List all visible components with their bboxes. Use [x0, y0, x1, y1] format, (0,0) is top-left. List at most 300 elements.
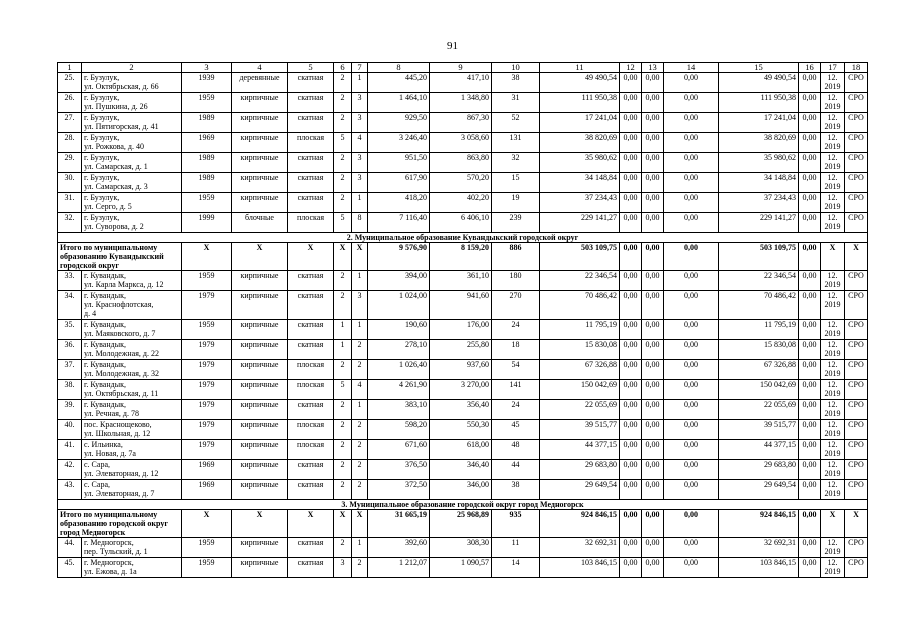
column-header: 2 [82, 63, 182, 73]
address-cell [82, 420, 182, 440]
cost-cell: 924 846,15 [540, 510, 620, 538]
address-cell [82, 173, 182, 193]
living-area-cell: 937,60 [430, 360, 492, 380]
deadline-month: 12. [827, 93, 838, 102]
total-cost-cell: 22 346,54 [719, 271, 799, 291]
wall-material-cell: кирпичные [232, 153, 288, 173]
address-cell [82, 193, 182, 213]
cost-cell: 39 515,77 [540, 420, 620, 440]
x-cell: X [182, 510, 232, 538]
total-area-cell: 671,60 [368, 440, 430, 460]
wall-material-cell: кирпичные [232, 440, 288, 460]
deadline-year: 2019 [824, 369, 841, 378]
zero-cell: 0,00 [664, 380, 719, 400]
entrances-cell: 8 [352, 213, 368, 233]
zero-cell: 0,00 [642, 480, 664, 500]
deadline-month: 12. [827, 480, 838, 489]
total-area-cell: 1 024,00 [368, 291, 430, 320]
deadline-cell [821, 271, 845, 291]
address-line-2: ул. Речная, д. 78 [84, 409, 139, 418]
year-cell: 1989 [182, 153, 232, 173]
wall-material-cell: кирпичные [232, 400, 288, 420]
page-number: 91 [447, 40, 458, 52]
year-cell: 1959 [182, 93, 232, 113]
source-cell: СРО [845, 271, 868, 291]
roof-type-cell: скатная [288, 291, 334, 320]
zero-cell: 0,00 [642, 173, 664, 193]
column-header: 11 [540, 63, 620, 73]
total-area-cell: 598,20 [368, 420, 430, 440]
total-cost-cell: 34 148,84 [719, 173, 799, 193]
cost-cell: 67 326,88 [540, 360, 620, 380]
year-cell: 1959 [182, 271, 232, 291]
year-cell: 1989 [182, 113, 232, 133]
cost-cell: 29 649,54 [540, 480, 620, 500]
source-cell: СРО [845, 380, 868, 400]
entrances-cell: 2 [352, 340, 368, 360]
roof-type-cell: скатная [288, 93, 334, 113]
deadline-month: 12. [827, 400, 838, 409]
address-cell [82, 320, 182, 340]
cost-cell: 11 795,19 [540, 320, 620, 340]
cost-cell: 17 241,04 [540, 113, 620, 133]
zero-cell: 0,00 [620, 243, 642, 271]
zero-cell: 0,00 [642, 420, 664, 440]
floors-cell: 5 [334, 380, 352, 400]
total-cost-cell: 39 515,77 [719, 420, 799, 440]
floors-cell: 2 [334, 193, 352, 213]
cost-cell: 32 692,31 [540, 538, 620, 558]
column-header: 15 [719, 63, 799, 73]
year-cell: 1979 [182, 380, 232, 400]
zero-cell: 0,00 [799, 360, 821, 380]
zero-cell: 0,00 [799, 153, 821, 173]
cost-cell: 503 109,75 [540, 243, 620, 271]
address-line-2: ул. Самарская, д. 3 [84, 182, 148, 191]
address-cell [82, 291, 182, 320]
address-line-2: пер. Тульский, д. 1 [84, 547, 148, 556]
zero-cell: 0,00 [620, 73, 642, 93]
table-row [58, 153, 868, 173]
column-header: 4 [232, 63, 288, 73]
year-cell: 1959 [182, 538, 232, 558]
zero-cell: 0,00 [642, 360, 664, 380]
total-area-cell: 929,50 [368, 113, 430, 133]
address-line-2: ул. Карла Маркса, д. 12 [84, 280, 164, 289]
zero-cell: 0,00 [620, 271, 642, 291]
column-header: 6 [334, 63, 352, 73]
row-number: 27. [58, 113, 82, 133]
x-cell: X [352, 510, 368, 538]
residents-cell: 15 [492, 173, 540, 193]
source-cell: СРО [845, 400, 868, 420]
zero-cell: 0,00 [799, 538, 821, 558]
zero-cell: 0,00 [642, 193, 664, 213]
x-cell: X [845, 243, 868, 271]
deadline-month: 12. [827, 173, 838, 182]
table-row [58, 73, 868, 93]
roof-type-cell: плоская [288, 380, 334, 400]
column-header: 18 [845, 63, 868, 73]
living-area-cell: 417,10 [430, 73, 492, 93]
zero-cell: 0,00 [664, 271, 719, 291]
row-number: 33. [58, 271, 82, 291]
roof-type-cell: плоская [288, 420, 334, 440]
address-cell [82, 271, 182, 291]
zero-cell: 0,00 [620, 320, 642, 340]
source-cell: СРО [845, 420, 868, 440]
address-line-1: г. Кувандык, [84, 291, 126, 300]
zero-cell: 0,00 [664, 213, 719, 233]
wall-material-cell: кирпичные [232, 538, 288, 558]
deadline-year: 2019 [824, 202, 841, 211]
deadline-month: 12. [827, 360, 838, 369]
residents-cell: 935 [492, 510, 540, 538]
deadline-year: 2019 [824, 142, 841, 151]
table-row [58, 538, 868, 558]
zero-cell: 0,00 [799, 320, 821, 340]
floors-cell: 5 [334, 133, 352, 153]
wall-material-cell: кирпичные [232, 133, 288, 153]
living-area-cell: 308,30 [430, 538, 492, 558]
address-cell [82, 213, 182, 233]
deadline-cell [821, 113, 845, 133]
living-area-cell: 176,00 [430, 320, 492, 340]
row-number: 44. [58, 538, 82, 558]
address-line-2: ул. Пятигорская, д. 41 [84, 122, 159, 131]
row-number: 26. [58, 93, 82, 113]
deadline-year: 2019 [824, 469, 841, 478]
column-header: 17 [821, 63, 845, 73]
living-area-cell: 1 348,80 [430, 93, 492, 113]
zero-cell: 0,00 [620, 400, 642, 420]
floors-cell: 2 [334, 73, 352, 93]
subtotal-label-line-3: городской округ [60, 261, 119, 270]
floors-cell: 1 [334, 320, 352, 340]
address-cell [82, 360, 182, 380]
wall-material-cell: кирпичные [232, 380, 288, 400]
deadline-month: 12. [827, 113, 838, 122]
floors-cell: 2 [334, 538, 352, 558]
zero-cell: 0,00 [664, 400, 719, 420]
address-line-1: г. Кувандык, [84, 320, 126, 329]
zero-cell: 0,00 [664, 243, 719, 271]
address-cell [82, 73, 182, 93]
x-cell: X [288, 243, 334, 271]
deadline-year: 2019 [824, 122, 841, 131]
entrances-cell: 3 [352, 153, 368, 173]
row-number: 45. [58, 558, 82, 578]
zero-cell: 0,00 [642, 133, 664, 153]
address-cell [82, 558, 182, 578]
total-area-cell: 394,00 [368, 271, 430, 291]
address-line-1: с. Ильинка, [84, 440, 123, 449]
deadline-cell [821, 400, 845, 420]
roof-type-cell: плоская [288, 360, 334, 380]
zero-cell: 0,00 [620, 213, 642, 233]
total-area-cell: 418,20 [368, 193, 430, 213]
header-row [58, 63, 868, 73]
cost-cell: 29 683,80 [540, 460, 620, 480]
zero-cell: 0,00 [620, 340, 642, 360]
section-header-row [58, 500, 868, 510]
roof-type-cell: скатная [288, 400, 334, 420]
total-cost-cell: 103 846,15 [719, 558, 799, 578]
roof-type-cell: скатная [288, 271, 334, 291]
total-cost-cell: 111 950,38 [719, 93, 799, 113]
column-header: 14 [664, 63, 719, 73]
address-line-1: г. Кувандык, [84, 360, 126, 369]
living-area-cell: 6 406,10 [430, 213, 492, 233]
zero-cell: 0,00 [620, 538, 642, 558]
address-line-2: ул. Краснофлотская, [84, 300, 154, 309]
row-number: 39. [58, 400, 82, 420]
living-area-cell: 361,10 [430, 271, 492, 291]
address-line-2: ул. Самарская, д. 1 [84, 162, 148, 171]
zero-cell: 0,00 [642, 153, 664, 173]
deadline-cell [821, 320, 845, 340]
deadline-cell [821, 291, 845, 320]
deadline-month: 12. [827, 193, 838, 202]
total-cost-cell: 44 377,15 [719, 440, 799, 460]
address-line-1: с. Сара, [84, 460, 110, 469]
zero-cell: 0,00 [799, 380, 821, 400]
entrances-cell: 2 [352, 558, 368, 578]
zero-cell: 0,00 [642, 213, 664, 233]
deadline-month: 12. [827, 380, 838, 389]
source-cell: СРО [845, 320, 868, 340]
entrances-cell: 1 [352, 271, 368, 291]
source-cell: СРО [845, 213, 868, 233]
entrances-cell: 2 [352, 440, 368, 460]
wall-material-cell: кирпичные [232, 291, 288, 320]
address-cell [82, 93, 182, 113]
total-area-cell: 1 026,40 [368, 360, 430, 380]
deadline-year: 2019 [824, 409, 841, 418]
zero-cell: 0,00 [799, 73, 821, 93]
address-cell [82, 480, 182, 500]
address-cell [82, 538, 182, 558]
deadline-cell [821, 213, 845, 233]
wall-material-cell: кирпичные [232, 173, 288, 193]
zero-cell: 0,00 [799, 400, 821, 420]
total-cost-cell: 229 141,27 [719, 213, 799, 233]
cost-cell: 22 346,54 [540, 271, 620, 291]
total-cost-cell: 49 490,54 [719, 73, 799, 93]
address-line-1: г. Медногорск, [84, 558, 134, 567]
floors-cell: 2 [334, 173, 352, 193]
wall-material-cell: кирпичные [232, 558, 288, 578]
year-cell: 1959 [182, 558, 232, 578]
cost-cell: 22 055,69 [540, 400, 620, 420]
source-cell: СРО [845, 558, 868, 578]
year-cell: 1979 [182, 400, 232, 420]
entrances-cell: 4 [352, 133, 368, 153]
deadline-cell [821, 153, 845, 173]
table-row [58, 93, 868, 113]
zero-cell: 0,00 [642, 113, 664, 133]
subtotal-label-line-2: образованию городской округ [60, 519, 169, 528]
zero-cell: 0,00 [664, 440, 719, 460]
address-line-1: г. Бузулук, [84, 73, 120, 82]
deadline-month: 12. [827, 340, 838, 349]
table-row [58, 193, 868, 213]
total-cost-cell: 15 830,08 [719, 340, 799, 360]
living-area-cell: 941,60 [430, 291, 492, 320]
floors-cell: 2 [334, 440, 352, 460]
total-cost-cell: 150 042,69 [719, 380, 799, 400]
table-row [58, 400, 868, 420]
address-line-3: д. 4 [84, 309, 97, 318]
roof-type-cell: скатная [288, 460, 334, 480]
column-header: 12 [620, 63, 642, 73]
living-area-cell: 550,30 [430, 420, 492, 440]
zero-cell: 0,00 [664, 291, 719, 320]
entrances-cell: 3 [352, 173, 368, 193]
cost-cell: 150 042,69 [540, 380, 620, 400]
wall-material-cell: кирпичные [232, 360, 288, 380]
zero-cell: 0,00 [799, 193, 821, 213]
column-header: 1 [58, 63, 82, 73]
year-cell: 1959 [182, 193, 232, 213]
total-area-cell: 1 212,07 [368, 558, 430, 578]
deadline-month: 12. [827, 271, 838, 280]
total-cost-cell: 29 649,54 [719, 480, 799, 500]
table-row [58, 380, 868, 400]
table-row [58, 173, 868, 193]
cost-cell: 229 141,27 [540, 213, 620, 233]
deadline-year: 2019 [824, 82, 841, 91]
row-number: 38. [58, 380, 82, 400]
year-cell: 1979 [182, 360, 232, 380]
deadline-cell [821, 538, 845, 558]
zero-cell: 0,00 [642, 510, 664, 538]
zero-cell: 0,00 [642, 440, 664, 460]
roof-type-cell: скатная [288, 153, 334, 173]
address-line-1: г. Бузулук, [84, 133, 120, 142]
zero-cell: 0,00 [799, 243, 821, 271]
zero-cell: 0,00 [664, 460, 719, 480]
x-cell: X [334, 510, 352, 538]
source-cell: СРО [845, 440, 868, 460]
living-area-cell: 1 090,57 [430, 558, 492, 578]
zero-cell: 0,00 [799, 113, 821, 133]
total-cost-cell: 924 846,15 [719, 510, 799, 538]
deadline-year: 2019 [824, 102, 841, 111]
source-cell: СРО [845, 360, 868, 380]
deadline-month: 12. [827, 291, 838, 300]
address-line-1: г. Медногорск, [84, 538, 134, 547]
residents-cell: 19 [492, 193, 540, 213]
column-header: 5 [288, 63, 334, 73]
living-area-cell: 8 159,20 [430, 243, 492, 271]
row-number: 25. [58, 73, 82, 93]
total-cost-cell: 22 055,69 [719, 400, 799, 420]
residents-cell: 239 [492, 213, 540, 233]
residents-cell: 131 [492, 133, 540, 153]
zero-cell: 0,00 [620, 460, 642, 480]
deadline-month: 12. [827, 73, 838, 82]
residents-cell: 38 [492, 480, 540, 500]
wall-material-cell: кирпичные [232, 193, 288, 213]
cost-cell: 70 486,42 [540, 291, 620, 320]
deadline-year: 2019 [824, 567, 841, 576]
living-area-cell: 618,00 [430, 440, 492, 460]
total-area-cell: 376,50 [368, 460, 430, 480]
table-row [58, 320, 868, 340]
zero-cell: 0,00 [799, 340, 821, 360]
deadline-year: 2019 [824, 162, 841, 171]
roof-type-cell: плоская [288, 440, 334, 460]
total-cost-cell: 29 683,80 [719, 460, 799, 480]
table-row [58, 360, 868, 380]
table-body [58, 63, 868, 578]
zero-cell: 0,00 [664, 510, 719, 538]
floors-cell: 5 [334, 213, 352, 233]
cost-cell: 44 377,15 [540, 440, 620, 460]
subtotal-row [58, 510, 868, 538]
deadline-year: 2019 [824, 449, 841, 458]
zero-cell: 0,00 [664, 538, 719, 558]
table-row [58, 558, 868, 578]
subtotal-label [58, 510, 182, 538]
entrances-cell: 2 [352, 460, 368, 480]
deadline-cell [821, 360, 845, 380]
column-header: 7 [352, 63, 368, 73]
residents-cell: 18 [492, 340, 540, 360]
address-line-2: ул. Элеваторная, д. 12 [84, 469, 159, 478]
address-line-1: пос. Краснощеково, [84, 420, 152, 429]
source-cell: СРО [845, 460, 868, 480]
address-cell [82, 153, 182, 173]
cost-cell: 37 234,43 [540, 193, 620, 213]
column-header: 9 [430, 63, 492, 73]
total-area-cell: 31 665,19 [368, 510, 430, 538]
total-area-cell: 4 261,90 [368, 380, 430, 400]
zero-cell: 0,00 [664, 480, 719, 500]
total-cost-cell: 11 795,19 [719, 320, 799, 340]
address-line-1: г. Бузулук, [84, 153, 120, 162]
deadline-year: 2019 [824, 489, 841, 498]
deadline-month: 12. [827, 213, 838, 222]
living-area-cell: 570,20 [430, 173, 492, 193]
housing-register-table [57, 62, 868, 578]
total-cost-cell: 503 109,75 [719, 243, 799, 271]
total-cost-cell: 37 234,43 [719, 193, 799, 213]
zero-cell: 0,00 [664, 558, 719, 578]
deadline-cell [821, 420, 845, 440]
deadline-cell [821, 558, 845, 578]
residents-cell: 31 [492, 93, 540, 113]
row-number: 34. [58, 291, 82, 320]
wall-material-cell: деревянные [232, 73, 288, 93]
x-cell: X [232, 243, 288, 271]
wall-material-cell: кирпичные [232, 420, 288, 440]
zero-cell: 0,00 [620, 440, 642, 460]
floors-cell: 2 [334, 480, 352, 500]
floors-cell: 2 [334, 460, 352, 480]
row-number: 30. [58, 173, 82, 193]
zero-cell: 0,00 [642, 73, 664, 93]
roof-type-cell: скатная [288, 340, 334, 360]
floors-cell: 2 [334, 93, 352, 113]
address-line-1: с. Сара, [84, 480, 110, 489]
column-header: 16 [799, 63, 821, 73]
year-cell: 1989 [182, 173, 232, 193]
row-number: 32. [58, 213, 82, 233]
column-header: 10 [492, 63, 540, 73]
entrances-cell: 1 [352, 538, 368, 558]
